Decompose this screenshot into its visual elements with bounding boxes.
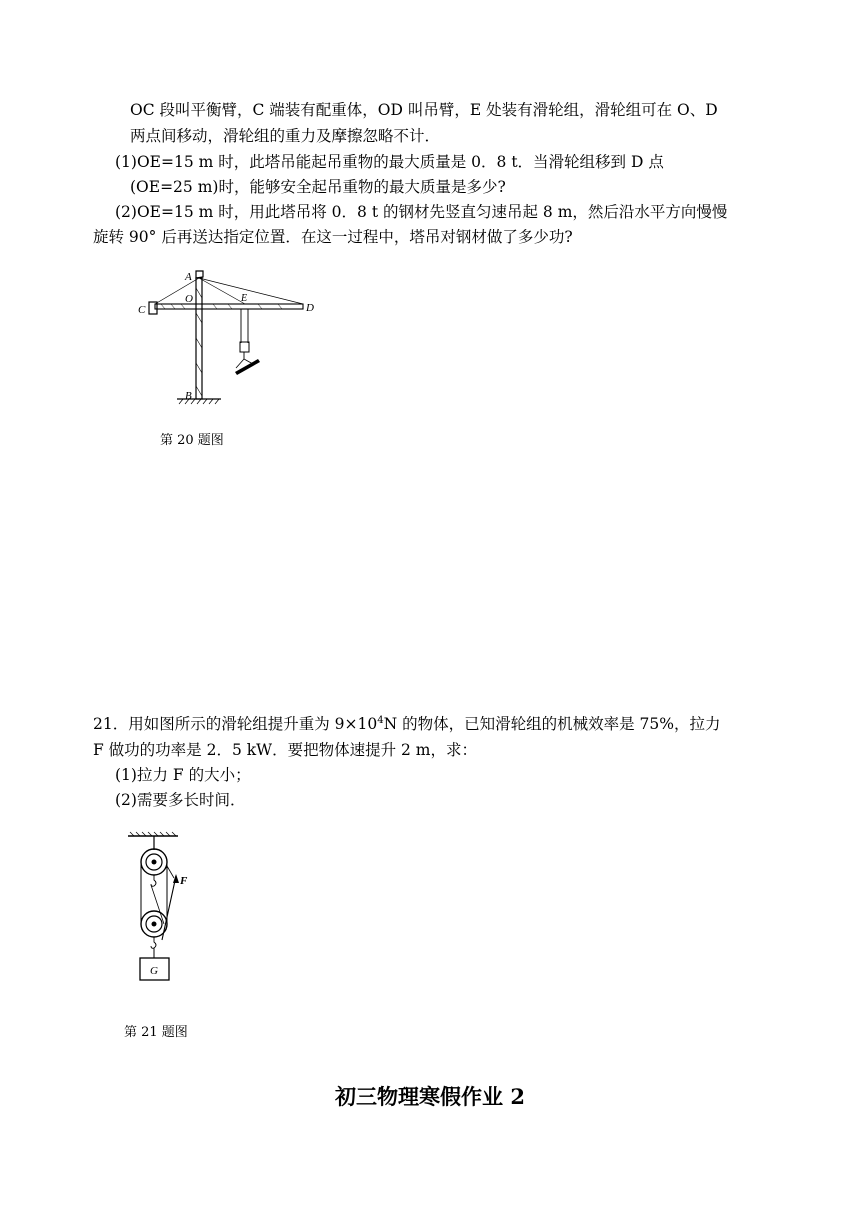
problem21-line-1-text: 21．用如图所示的滑轮组提升重为 9×10 [93,715,378,733]
problem20-question-2a: (2)OE=15 m 时，用此塔吊将 0．8 t 的钢材先竖直匀速吊起 8 m，然后沿水平方向慢慢 [115,203,728,221]
figure-20-caption: 第 20 题图 [160,433,224,448]
section-title: 初三物理寒假作业 2 [335,1084,525,1109]
crane-label-d: D [306,302,314,314]
crane-label-a: A [185,271,192,283]
crane-label-c: C [138,304,146,316]
problem20-question-1a: (1)OE=15 m 时，此塔吊能起吊重物的最大质量是 0．8 t．当滑轮组移到 D 点 [115,153,664,171]
problem21-exponent: 4 [377,714,384,726]
problem21-line-1-text-tail: N 的物体，已知滑轮组的机械效率是 75%，拉力 [383,715,721,733]
problem21-question-1: (1)拉力 F 的大小； [115,766,251,784]
problem20-question-1b: (OE=25 m)时，能够安全起吊重物的最大质量是多少? [130,178,506,196]
problem21-line-2: F 做功的功率是 2．5 kW．要把物体速提升 2 m，求： [93,741,477,759]
pulley-label-f: F [180,875,188,887]
crane-label-e: E [241,293,248,304]
tower-crane-figure [133,268,333,408]
crane-label-o: O [185,293,193,305]
pulley-system-figure [124,828,204,988]
problem20-line-1: OC 段叫平衡臂，C 端装有配重体，OD 叫吊臂，E 处装有滑轮组，滑轮组可在 O、D [130,101,718,119]
problem21-question-2: (2)需要多长时间． [115,791,246,809]
problem21-line-1 [93,714,720,734]
crane-label-b: B [185,390,192,402]
figure-21-caption: 第 21 题图 [124,1025,188,1040]
problem20-line-2: 两点间移动，滑轮组的重力及摩擦忽略不计． [130,127,441,145]
problem20-question-2b: 旋转 90° 后再送达指定位置．在这一过程中，塔吊对钢材做了多少功? [93,228,573,246]
pulley-label-g: G [150,965,158,977]
